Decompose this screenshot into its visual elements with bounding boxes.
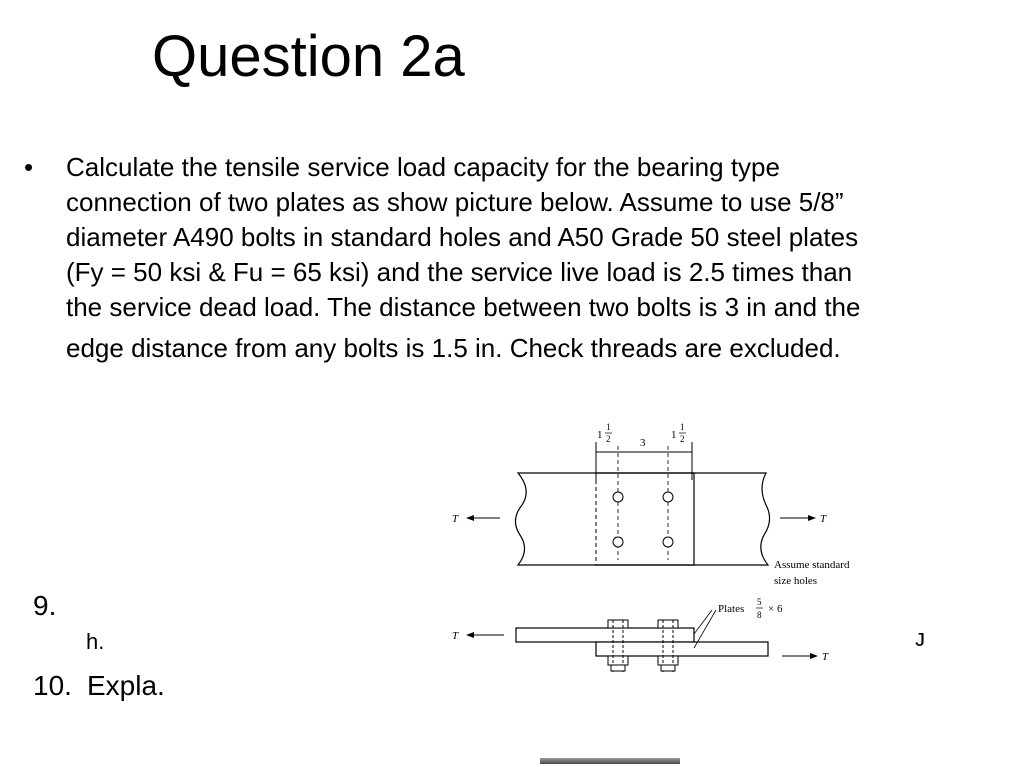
- plates-label: Plates: [718, 603, 745, 615]
- bolted-connection-figure: [440, 410, 880, 700]
- side-tension-left: T: [452, 630, 459, 642]
- question-line: (Fy = 50 ksi & Fu = 65 ksi) and the service live load is 2.5 times than: [66, 257, 853, 287]
- question-paragraph: [66, 150, 986, 366]
- tension-label-left: T: [452, 513, 459, 525]
- question-line: edge distance from any bolts is 1.5 in. Check threads are excluded.: [66, 333, 841, 363]
- note-line-1: Assume standard: [774, 559, 850, 571]
- dim-spacing: 3: [640, 437, 646, 449]
- list-item-9-fragment: h.: [86, 629, 105, 654]
- list-item-10-fragment: Expla.: [87, 670, 165, 701]
- bottom-bar: [540, 758, 680, 764]
- page-title: Question 2a: [152, 24, 465, 89]
- plates-den: 8: [757, 610, 762, 620]
- note-line-2: size holes: [774, 575, 818, 587]
- side-tension-right: T: [822, 651, 829, 663]
- question-line: diameter A490 bolts in standard holes and A50 Grade 50 steel plates: [66, 222, 859, 252]
- plan-plate-right: [596, 473, 770, 565]
- bolt-hole: [663, 537, 673, 547]
- question-line: Calculate the tensile service load capacity for the bearing type: [66, 152, 780, 182]
- tension-label-right: T: [820, 513, 827, 525]
- bolt-hole: [613, 537, 623, 547]
- plan-plate-left: [515, 473, 694, 565]
- dim-edge-left-den: 2: [606, 434, 611, 444]
- dim-edge-right-whole: 1: [671, 429, 677, 441]
- question-line: connection of two plates as show picture below. Assume to use 5/8”: [66, 187, 844, 217]
- plates-num: 5: [757, 597, 762, 607]
- dim-edge-right-den: 2: [680, 434, 685, 444]
- side-plate-top: [516, 628, 694, 642]
- right-edge-fragment: ᴊ: [915, 625, 926, 652]
- question-line: the service dead load. The distance between two bolts is 3 in and the: [66, 292, 861, 322]
- bullet-marker: •: [24, 152, 34, 182]
- list-item-9-number: 9.: [33, 590, 57, 621]
- list-item-10-number: 10.: [33, 670, 72, 701]
- bolt-hole: [613, 492, 623, 502]
- dim-edge-left-whole: 1: [597, 429, 603, 441]
- side-plate-bottom: [596, 642, 768, 656]
- dim-edge-right-num: 1: [680, 422, 685, 432]
- plates-dim: × 6: [768, 603, 783, 615]
- bolt-hole: [663, 492, 673, 502]
- dim-edge-left-num: 1: [606, 422, 611, 432]
